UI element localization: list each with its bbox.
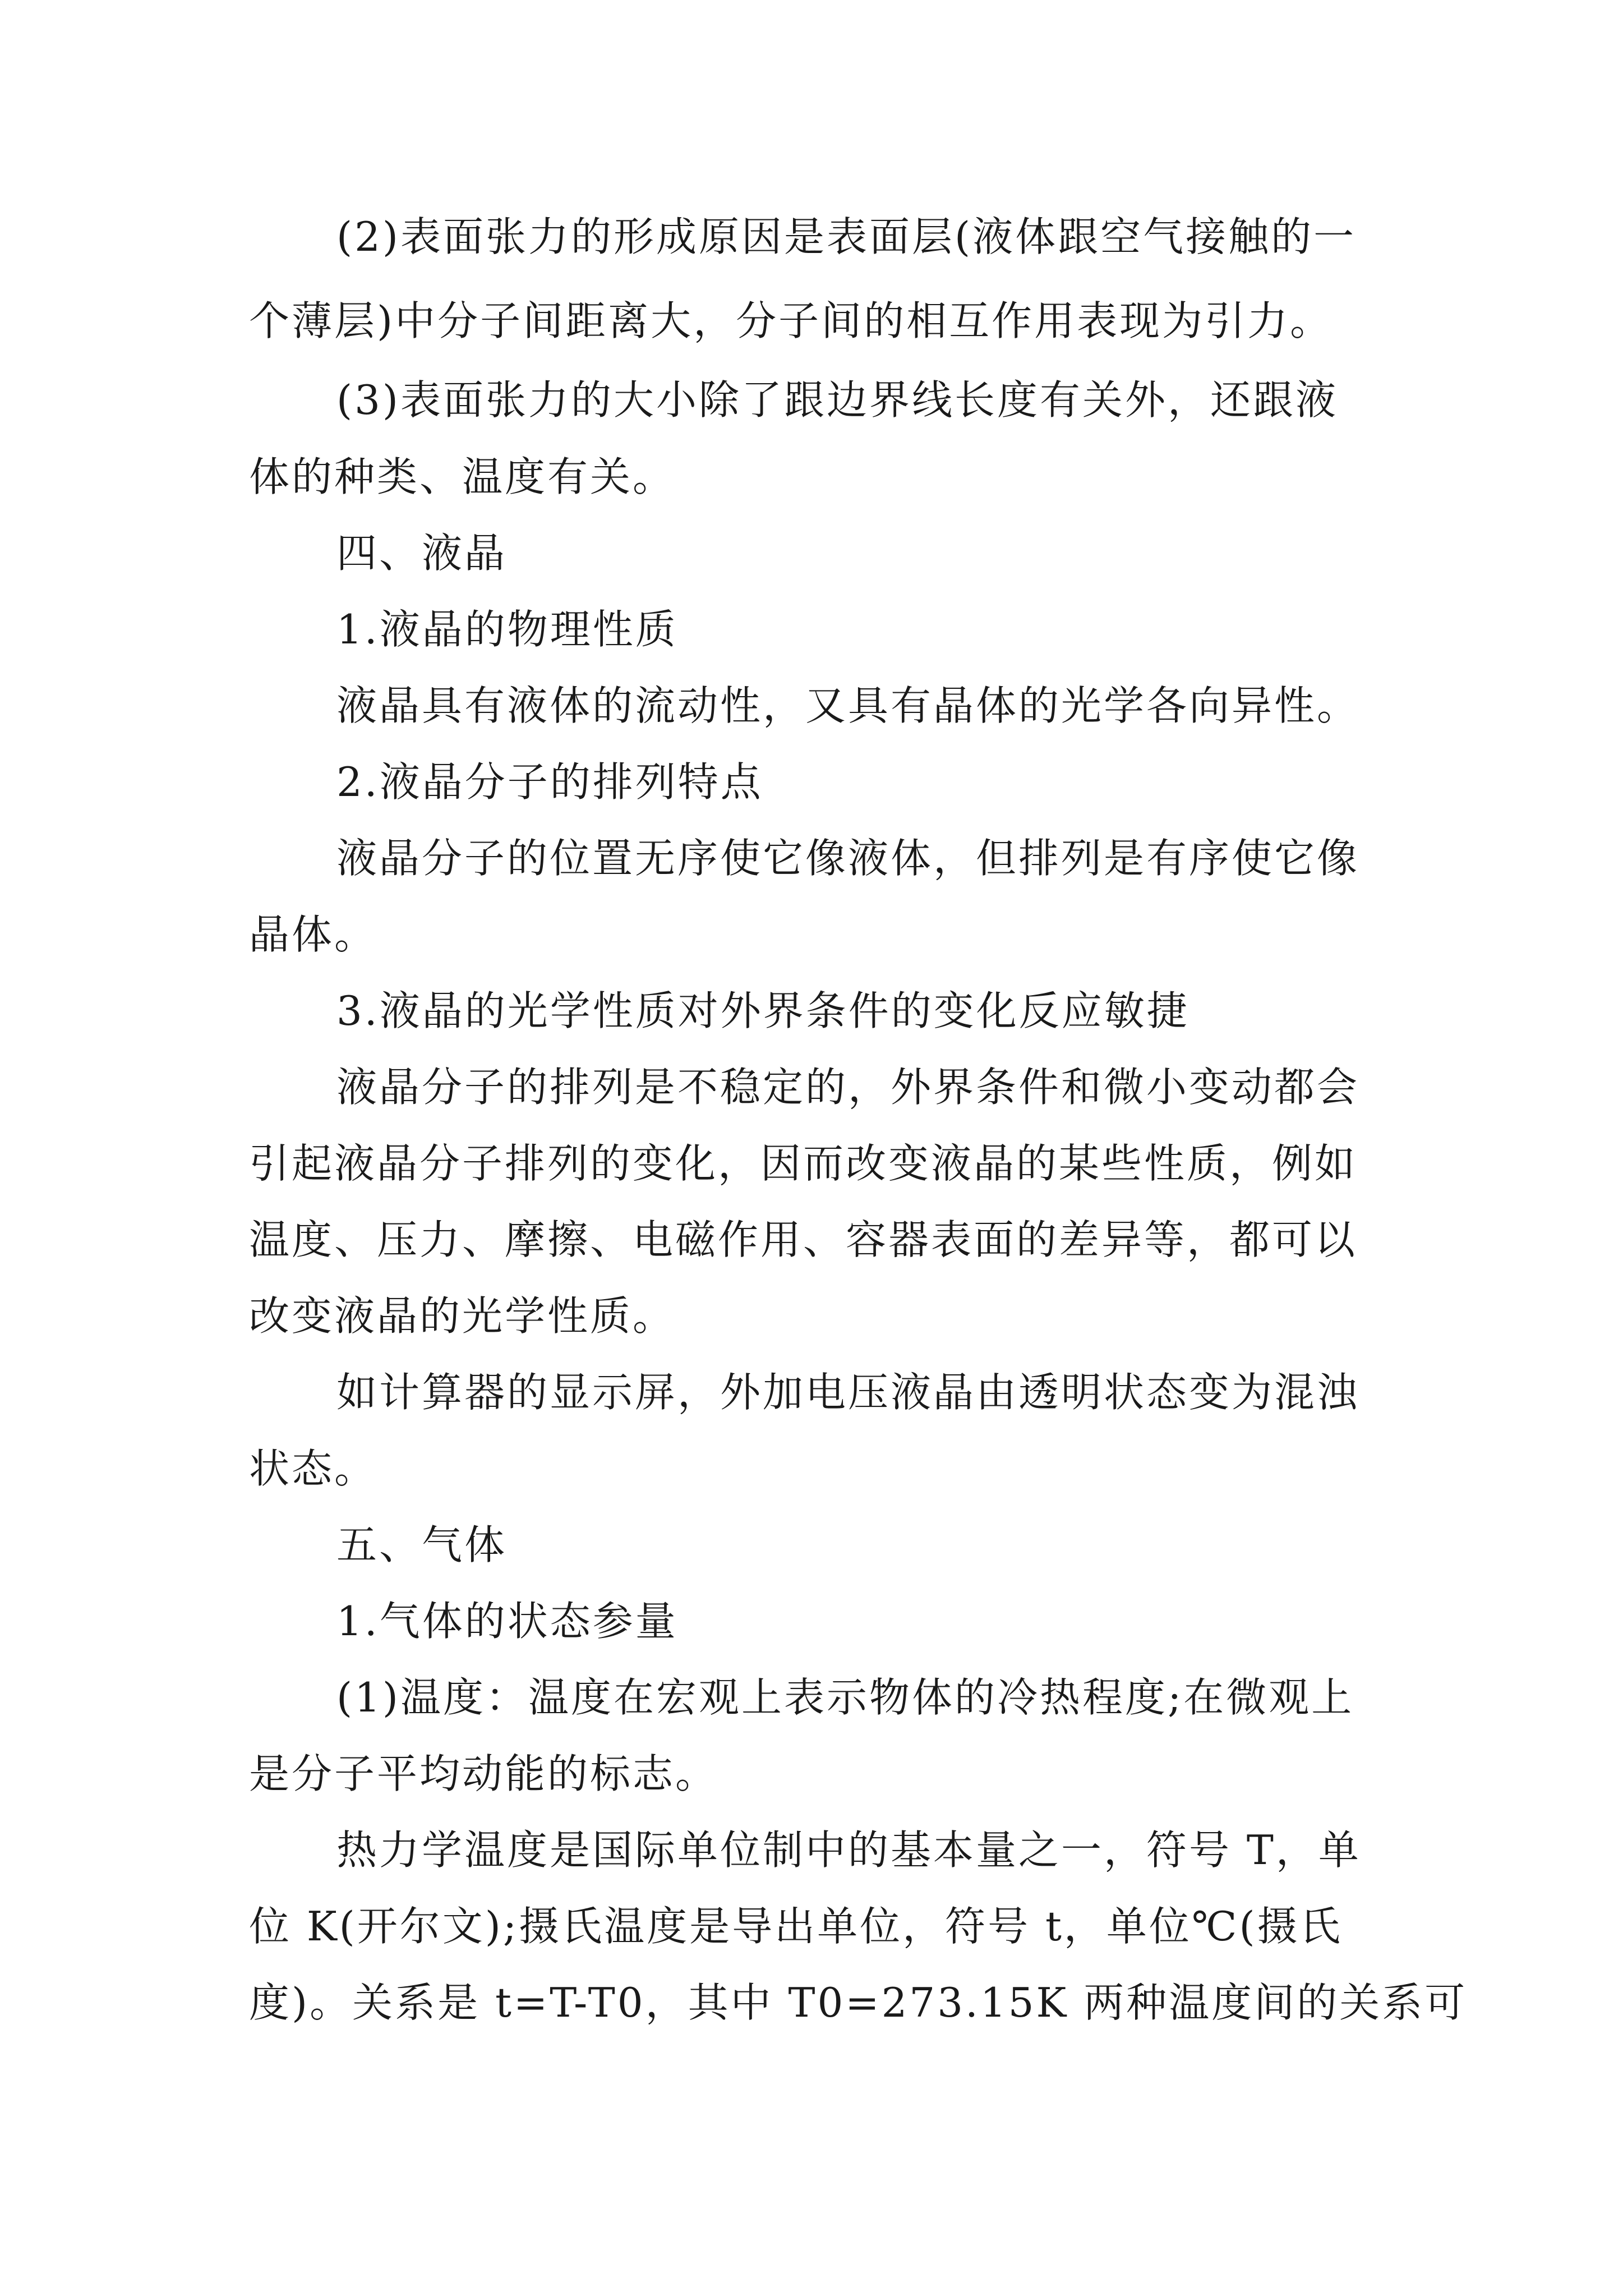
section-heading: 五、气体 [336,1521,508,1568]
paragraph-line: (3)表面张力的大小除了跟边界线长度有关外，还跟液 [336,376,1338,424]
paragraph-line: 液晶分子的排列是不稳定的，外界条件和微小变动都会 [336,1064,1360,1111]
paragraph-line: 热力学温度是国际单位制中的基本量之一，符号 T，单 [336,1826,1361,1874]
paragraph-line: 如计算器的显示屏，外加电压液晶由透明状态变为混浊 [336,1369,1360,1416]
paragraph-line: 温度、压力、摩擦、电磁作用、容器表面的差异等，都可以 [249,1216,1358,1263]
paragraph-line: 液晶具有液体的流动性，又具有晶体的光学各向异性。 [336,682,1360,729]
paragraph-line: 引起液晶分子排列的变化，因而改变液晶的某些性质，例如 [249,1140,1358,1187]
paragraph-line: 晶体。 [249,911,377,958]
paragraph-line: 是分子平均动能的标志。 [249,1750,718,1797]
paragraph-line: 度)。关系是 t=T-T0，其中 T0=273.15K 两种温度间的关系可 [249,1979,1468,2026]
paragraph-line: 状态。 [249,1445,377,1492]
section-heading: 四、液晶 [336,530,508,577]
subsection-heading: 1.气体的状态参量 [336,1598,678,1645]
paragraph-line: 液晶分子的位置无序使它像液体，但排列是有序使它像 [336,835,1360,882]
paragraph-line: 个薄层)中分子间距离大，分子间的相互作用表现为引力。 [249,297,1333,344]
paragraph-line: 位 K(开尔文);摄氏温度是导出单位，符号 t，单位℃(摄氏 [249,1903,1343,1950]
paragraph-line: (1)温度：温度在宏观上表示物体的冷热程度;在微观上 [336,1674,1354,1721]
subsection-heading: 3.液晶的光学性质对外界条件的变化反应敏捷 [336,987,1189,1034]
subsection-heading: 2.液晶分子的排列特点 [336,758,763,806]
subsection-heading: 1.液晶的物理性质 [336,606,678,653]
paragraph-line: (2)表面张力的形成原因是表面层(液体跟空气接触的一 [336,213,1357,260]
paragraph-line: 改变液晶的光学性质。 [249,1292,676,1340]
paragraph-line: 体的种类、温度有关。 [249,453,676,500]
